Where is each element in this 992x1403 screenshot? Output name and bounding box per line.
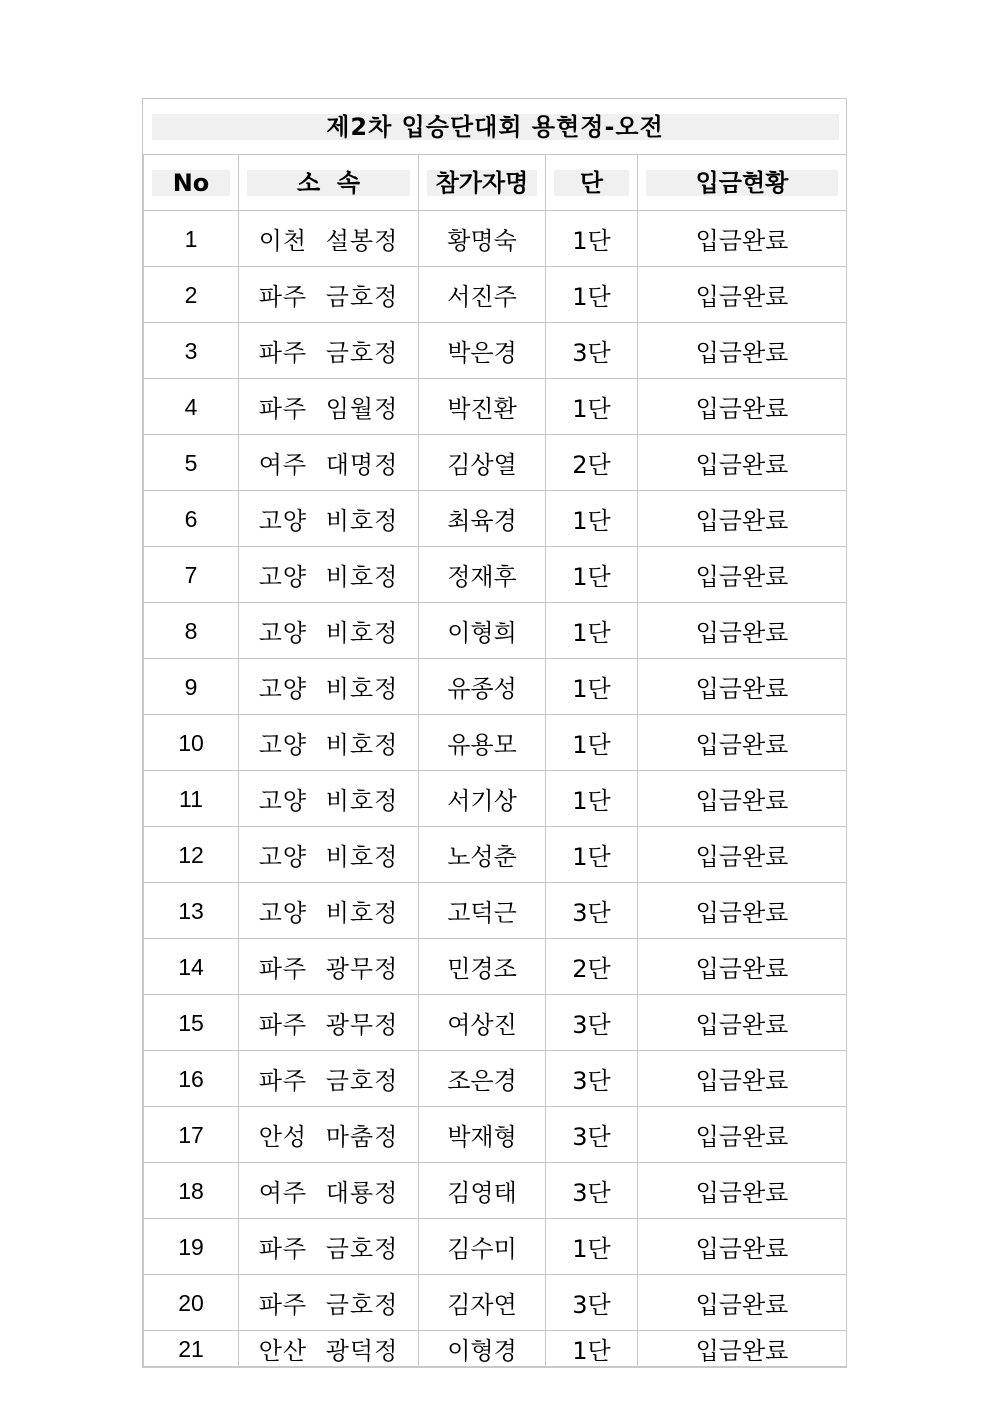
cell-name-text: 서기상 <box>447 787 517 815</box>
cell-payment <box>638 715 847 771</box>
cell-no-text: 19 <box>178 1233 204 1260</box>
cell-name-text: 이형경 <box>447 1337 517 1365</box>
cell-payment-text: 입금완료 <box>695 619 789 647</box>
cell-dan <box>546 379 638 435</box>
cell-payment-text: 입금완료 <box>695 675 789 703</box>
table-row <box>144 1163 847 1219</box>
cell-dan <box>546 1051 638 1107</box>
cell-dan <box>546 323 638 379</box>
cell-no <box>144 883 239 939</box>
table-row <box>144 491 847 547</box>
cell-affiliation <box>239 659 419 715</box>
table-row <box>144 1275 847 1331</box>
table-row <box>144 435 847 491</box>
cell-no-text: 15 <box>178 1009 204 1036</box>
cell-name <box>419 771 546 827</box>
cell-affiliation <box>239 211 419 267</box>
cell-dan <box>546 715 638 771</box>
cell-dan-text: 2단 <box>572 955 611 983</box>
cell-dan <box>546 211 638 267</box>
cell-dan <box>546 491 638 547</box>
cell-affiliation-text: 고양 비호정 <box>258 731 399 759</box>
cell-name <box>419 435 546 491</box>
cell-no-text: 18 <box>178 1177 204 1204</box>
cell-no-text: 11 <box>179 785 203 812</box>
table-row <box>144 603 847 659</box>
cell-no-text: 1 <box>184 225 198 252</box>
cell-affiliation-text: 고양 비호정 <box>258 787 399 815</box>
cell-name-text: 정재후 <box>447 563 517 591</box>
cell-dan <box>546 995 638 1051</box>
header-dan-cell <box>546 155 638 211</box>
cell-name <box>419 1163 546 1219</box>
cell-no-text: 14 <box>178 953 204 980</box>
cell-payment <box>638 323 847 379</box>
cell-name-text: 민경조 <box>447 955 517 983</box>
cell-affiliation <box>239 323 419 379</box>
cell-no-text: 6 <box>184 505 198 532</box>
cell-affiliation-text: 고양 비호정 <box>258 843 399 871</box>
cell-payment-text: 입금완료 <box>695 955 789 983</box>
table-row <box>144 1219 847 1275</box>
cell-affiliation-text: 고양 비호정 <box>258 507 399 535</box>
cell-payment <box>638 379 847 435</box>
cell-dan-text: 3단 <box>572 1123 611 1151</box>
cell-dan-text: 3단 <box>572 1179 611 1207</box>
cell-name <box>419 995 546 1051</box>
cell-payment <box>638 435 847 491</box>
cell-dan <box>546 435 638 491</box>
header-payment-cell <box>638 155 847 211</box>
cell-name-text: 유종성 <box>447 675 517 703</box>
title-cell <box>144 99 847 155</box>
cell-name-text: 고덕근 <box>447 899 517 927</box>
cell-affiliation-text: 안산 광덕정 <box>258 1337 399 1365</box>
cell-payment-text: 입금완료 <box>695 1011 789 1039</box>
table-row <box>144 939 847 995</box>
cell-no <box>144 547 239 603</box>
cell-affiliation-text: 파주 금호정 <box>258 283 399 311</box>
cell-no <box>144 603 239 659</box>
cell-affiliation-text: 고양 비호정 <box>258 563 399 591</box>
cell-no-text: 16 <box>178 1065 204 1092</box>
cell-payment-text: 입금완료 <box>695 787 789 815</box>
table-row <box>144 659 847 715</box>
cell-payment <box>638 1275 847 1331</box>
cell-payment <box>638 1107 847 1163</box>
cell-payment <box>638 1051 847 1107</box>
cell-dan <box>546 659 638 715</box>
cell-no <box>144 435 239 491</box>
cell-payment <box>638 771 847 827</box>
table-row <box>144 323 847 379</box>
cell-payment-text: 입금완료 <box>695 731 789 759</box>
cell-payment <box>638 603 847 659</box>
cell-affiliation-text: 안성 마춤정 <box>258 1123 399 1151</box>
cell-name <box>419 1219 546 1275</box>
table-row <box>144 1331 847 1367</box>
header-payment: 입금현황 <box>646 170 838 196</box>
cell-affiliation-text: 파주 광무정 <box>258 1011 399 1039</box>
cell-name-text: 이형희 <box>447 619 517 647</box>
page-title: 제2차 입승단대회 용현정-오전 <box>152 114 839 140</box>
cell-payment <box>638 1219 847 1275</box>
cell-payment-text: 입금완료 <box>695 339 789 367</box>
cell-no-text: 2 <box>184 281 198 308</box>
cell-payment-text: 입금완료 <box>695 451 789 479</box>
cell-affiliation <box>239 1051 419 1107</box>
cell-no <box>144 267 239 323</box>
cell-payment-text: 입금완료 <box>695 1067 789 1095</box>
cell-no-text: 3 <box>184 337 198 364</box>
cell-dan-text: 1단 <box>572 395 611 423</box>
cell-name <box>419 491 546 547</box>
cell-no <box>144 659 239 715</box>
cell-affiliation-text: 파주 금호정 <box>258 1235 399 1263</box>
title-row <box>144 99 847 155</box>
cell-payment <box>638 491 847 547</box>
cell-no-text: 4 <box>184 393 198 420</box>
table-row <box>144 379 847 435</box>
cell-name-text: 황명숙 <box>447 227 517 255</box>
cell-affiliation-text: 이천 설봉정 <box>258 227 399 255</box>
cell-dan <box>546 1163 638 1219</box>
cell-affiliation <box>239 267 419 323</box>
cell-payment-text: 입금완료 <box>695 1291 789 1319</box>
cell-affiliation-text: 고양 비호정 <box>258 619 399 647</box>
cell-dan-text: 1단 <box>572 1235 611 1263</box>
cell-dan-text: 1단 <box>572 563 611 591</box>
cell-no-text: 17 <box>178 1121 204 1148</box>
cell-payment <box>638 547 847 603</box>
cell-affiliation-text: 파주 금호정 <box>258 339 399 367</box>
cell-payment-text: 입금완료 <box>695 227 789 255</box>
cell-payment <box>638 267 847 323</box>
cell-affiliation <box>239 491 419 547</box>
cell-dan-text: 1단 <box>572 1337 611 1365</box>
cell-affiliation-text: 고양 비호정 <box>258 675 399 703</box>
cell-affiliation <box>239 883 419 939</box>
cell-no-text: 9 <box>184 673 198 700</box>
cell-dan <box>546 1331 638 1367</box>
header-affiliation: 소 속 <box>247 170 410 196</box>
cell-dan <box>546 1275 638 1331</box>
cell-name-text: 김영태 <box>447 1179 517 1207</box>
cell-name-text: 김수미 <box>447 1235 517 1263</box>
cell-name <box>419 1331 546 1367</box>
cell-dan-text: 1단 <box>572 675 611 703</box>
cell-affiliation <box>239 379 419 435</box>
cell-dan-text: 1단 <box>572 283 611 311</box>
cell-affiliation <box>239 771 419 827</box>
cell-payment <box>638 1163 847 1219</box>
cell-no-text: 7 <box>184 561 198 588</box>
cell-dan-text: 1단 <box>572 619 611 647</box>
cell-affiliation <box>239 1163 419 1219</box>
cell-no <box>144 491 239 547</box>
cell-dan <box>546 603 638 659</box>
cell-payment <box>638 995 847 1051</box>
cell-no <box>144 323 239 379</box>
cell-no <box>144 1275 239 1331</box>
cell-name <box>419 659 546 715</box>
cell-no <box>144 827 239 883</box>
cell-dan <box>546 1107 638 1163</box>
cell-dan-text: 1단 <box>572 843 611 871</box>
cell-payment-text: 입금완료 <box>695 1123 789 1151</box>
cell-payment <box>638 827 847 883</box>
cell-affiliation-text: 파주 임월정 <box>258 395 399 423</box>
participant-table <box>143 99 847 1367</box>
cell-no <box>144 379 239 435</box>
cell-dan-text: 3단 <box>572 899 611 927</box>
cell-affiliation-text: 여주 대룡정 <box>258 1179 399 1207</box>
cell-no-text: 8 <box>184 617 198 644</box>
cell-no <box>144 211 239 267</box>
cell-dan-text: 3단 <box>572 339 611 367</box>
cell-affiliation <box>239 995 419 1051</box>
header-row <box>144 155 847 211</box>
table-row <box>144 211 847 267</box>
cell-payment <box>638 659 847 715</box>
cell-no <box>144 715 239 771</box>
cell-dan <box>546 771 638 827</box>
cell-no-text: 20 <box>178 1289 204 1316</box>
cell-dan-text: 3단 <box>572 1011 611 1039</box>
participant-table-container <box>142 98 847 1368</box>
cell-no-text: 13 <box>178 897 204 924</box>
cell-name <box>419 1275 546 1331</box>
cell-no <box>144 939 239 995</box>
cell-payment-text: 입금완료 <box>695 1179 789 1207</box>
cell-payment-text: 입금완료 <box>695 283 789 311</box>
cell-no-text: 10 <box>178 729 204 756</box>
cell-dan-text: 3단 <box>572 1291 611 1319</box>
cell-name-text: 유용모 <box>447 731 517 759</box>
cell-dan <box>546 827 638 883</box>
cell-name-text: 노성춘 <box>447 843 517 871</box>
cell-affiliation <box>239 715 419 771</box>
cell-name <box>419 715 546 771</box>
cell-no <box>144 1331 239 1367</box>
cell-name <box>419 1051 546 1107</box>
cell-name-text: 박진환 <box>447 395 517 423</box>
cell-affiliation <box>239 547 419 603</box>
cell-no <box>144 1051 239 1107</box>
header-no: No <box>152 170 230 196</box>
cell-payment <box>638 883 847 939</box>
cell-affiliation <box>239 1331 419 1367</box>
cell-payment-text: 입금완료 <box>695 563 789 591</box>
table-row <box>144 883 847 939</box>
cell-name-text: 최육경 <box>447 507 517 535</box>
cell-affiliation-text: 파주 금호정 <box>258 1067 399 1095</box>
cell-dan-text: 2단 <box>572 451 611 479</box>
header-affiliation-cell <box>239 155 419 211</box>
cell-dan <box>546 547 638 603</box>
cell-name <box>419 379 546 435</box>
cell-name-text: 여상진 <box>447 1011 517 1039</box>
table-row <box>144 267 847 323</box>
cell-dan-text: 3단 <box>572 1067 611 1095</box>
table-row <box>144 1107 847 1163</box>
cell-no-text: 5 <box>184 449 198 476</box>
cell-affiliation-text: 여주 대명정 <box>258 451 399 479</box>
cell-affiliation-text: 고양 비호정 <box>258 899 399 927</box>
cell-name-text: 조은경 <box>447 1067 517 1095</box>
cell-affiliation <box>239 1107 419 1163</box>
cell-dan-text: 1단 <box>572 227 611 255</box>
cell-affiliation <box>239 603 419 659</box>
cell-affiliation <box>239 939 419 995</box>
cell-no-text: 12 <box>178 841 204 868</box>
cell-name <box>419 211 546 267</box>
cell-payment <box>638 1331 847 1367</box>
cell-affiliation <box>239 1275 419 1331</box>
cell-payment <box>638 211 847 267</box>
cell-no <box>144 1219 239 1275</box>
cell-name <box>419 267 546 323</box>
cell-payment-text: 입금완료 <box>695 395 789 423</box>
cell-name-text: 박재형 <box>447 1123 517 1151</box>
table-row <box>144 995 847 1051</box>
cell-name-text: 김자연 <box>447 1291 517 1319</box>
header-name-cell <box>419 155 546 211</box>
cell-affiliation <box>239 1219 419 1275</box>
header-dan: 단 <box>554 170 629 196</box>
cell-name <box>419 827 546 883</box>
cell-dan <box>546 939 638 995</box>
cell-name <box>419 547 546 603</box>
cell-affiliation-text: 파주 금호정 <box>258 1291 399 1319</box>
cell-no <box>144 995 239 1051</box>
cell-dan-text: 1단 <box>572 731 611 759</box>
cell-affiliation-text: 파주 광무정 <box>258 955 399 983</box>
cell-name-text: 김상열 <box>447 451 517 479</box>
cell-name <box>419 323 546 379</box>
cell-name <box>419 939 546 995</box>
cell-dan <box>546 1219 638 1275</box>
cell-no <box>144 1107 239 1163</box>
cell-payment-text: 입금완료 <box>695 899 789 927</box>
cell-dan-text: 1단 <box>572 507 611 535</box>
cell-no <box>144 771 239 827</box>
cell-name-text: 박은경 <box>447 339 517 367</box>
table-row <box>144 1051 847 1107</box>
header-no-cell <box>144 155 239 211</box>
cell-payment <box>638 939 847 995</box>
cell-affiliation <box>239 827 419 883</box>
table-row <box>144 715 847 771</box>
cell-dan <box>546 883 638 939</box>
cell-payment-text: 입금완료 <box>695 1337 789 1365</box>
cell-name-text: 서진주 <box>447 283 517 311</box>
cell-no <box>144 1163 239 1219</box>
cell-payment-text: 입금완료 <box>695 1235 789 1263</box>
cell-affiliation <box>239 435 419 491</box>
table-row <box>144 771 847 827</box>
table-row <box>144 827 847 883</box>
cell-payment-text: 입금완료 <box>695 843 789 871</box>
cell-name <box>419 603 546 659</box>
cell-name <box>419 1107 546 1163</box>
cell-no-text: 21 <box>178 1335 204 1362</box>
cell-name <box>419 883 546 939</box>
cell-payment-text: 입금완료 <box>695 507 789 535</box>
table-row <box>144 547 847 603</box>
header-name: 참가자명 <box>427 170 537 196</box>
cell-dan-text: 1단 <box>572 787 611 815</box>
cell-dan <box>546 267 638 323</box>
